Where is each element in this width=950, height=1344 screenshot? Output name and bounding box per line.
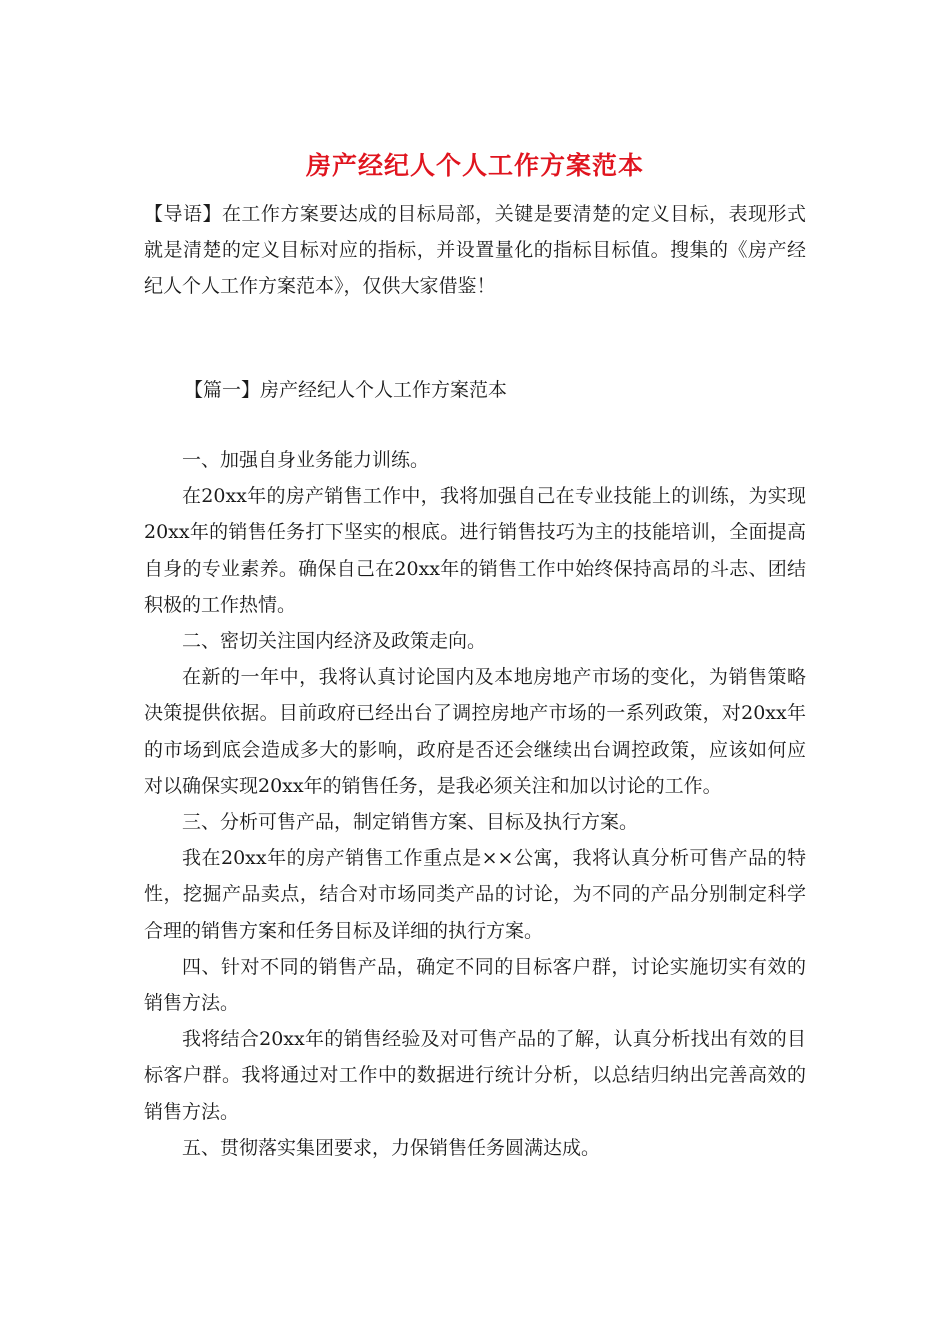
body-paragraph-3: 我在20xx年的房产销售工作重点是××公寓，我将认真分析可售产品的特性，挖掘产品卖点，结合对市场同类产品的讨论，为不同的产品分别制定科学合理的销售方案和任务目标及详细的执行方案。 xyxy=(144,847,806,942)
body-paragraph-1: 在20xx年的房产销售工作中，我将加强自己在专业技能上的训练，为实现20xx年的销售任务打下坚实的根底。进行销售技巧为主的技能培训，全面提高自身的专业素养。确保自己在20xx年的销售工作中始终保持高昂的斗志、团结积极的工作热情。 xyxy=(144,485,806,616)
body-text xyxy=(144,442,806,1166)
section-heading-4: 四、针对不同的销售产品，确定不同的目标客户群，讨论实施切实有效的销售方法。 xyxy=(144,955,806,1015)
body-paragraph-4: 我将结合20xx年的销售经验及对可售产品的了解，认真分析找出有效的目标客户群。我将通过对工作中的数据进行统计分析，以总结归纳出完善高效的销售方法。 xyxy=(144,1028,806,1123)
body-paragraph-2: 在新的一年中，我将认真讨论国内及本地房地产市场的变化，为销售策略决策提供依据。目前政府已经出台了调控房地产市场的一系列政策，对20xx年的市场到底会造成多大的影响，政府是否还会继续出台调控政策，应该如何应对以确保实现20xx年的销售任务，是我必须关注和加以讨论的工作。 xyxy=(144,666,806,797)
section-heading-2: 二、密切关注国内经济及政策走向。 xyxy=(182,630,487,653)
section-heading-3: 三、分析可售产品，制定销售方案、目标及执行方案。 xyxy=(182,811,639,834)
section-heading-1: 一、加强自身业务能力训练。 xyxy=(182,449,430,471)
section-heading-5: 五、贯彻落实集团要求，力保销售任务圆满达成。 xyxy=(182,1136,601,1159)
intro-paragraph: 【导语】在工作方案要达成的目标局部，关键是要清楚的定义目标，表现形式就是清楚的定义目标对应的指标，并设置量化的指标目标值。搜集的《房产经纪人个人工作方案范本》，仅供大家借鉴！ xyxy=(144,203,806,297)
document-title: 房产经纪人个人工作方案范本 xyxy=(305,151,644,180)
chapter-heading: 【篇一】房产经纪人个人工作方案范本 xyxy=(184,379,508,401)
